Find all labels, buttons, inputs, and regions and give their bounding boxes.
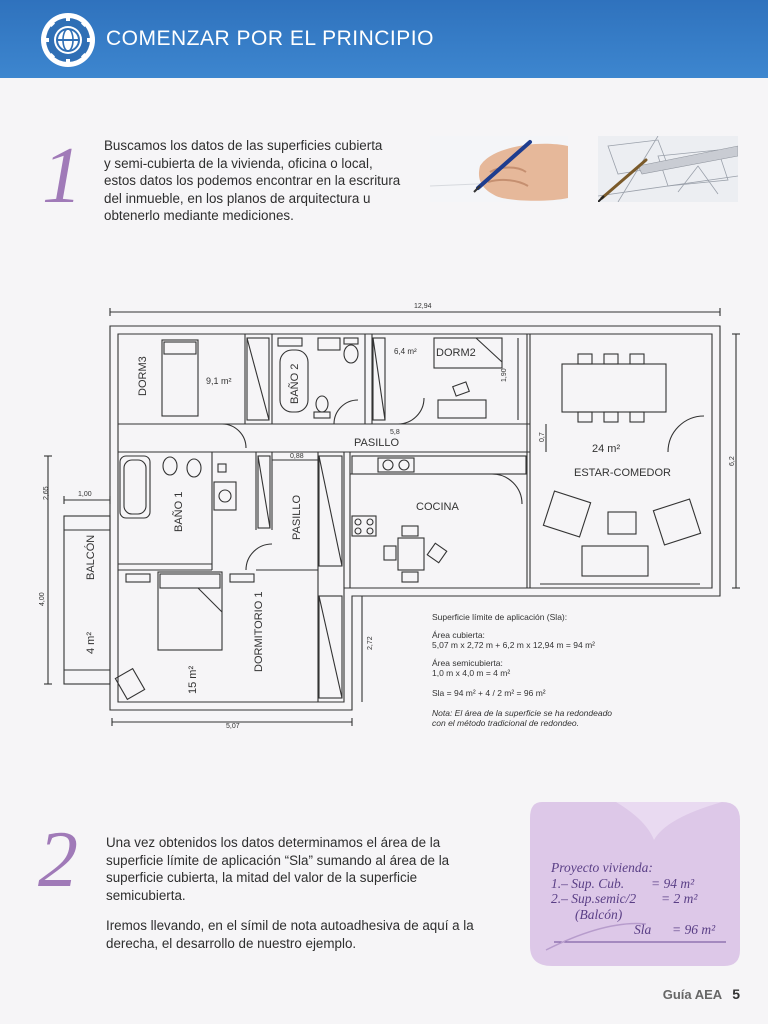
step2-text — [106, 834, 474, 952]
dim-bottom-width: 5,07 — [226, 723, 240, 730]
calc-semi-value: 1,0 m x 4,0 m = 4 m² — [432, 668, 511, 678]
step2-line: semicubierta. — [106, 887, 186, 903]
hand-writing-photo — [430, 136, 568, 202]
calc-semi-label: Área semicubierta: — [432, 658, 503, 668]
floor-plan — [0, 290, 768, 750]
footer-guide: Guía AEA — [662, 987, 723, 1002]
step1-line: y semi-cubierta de la vivienda, oficina o local, — [104, 155, 373, 171]
step-number-1: 1 — [42, 132, 82, 220]
step2-line: Una vez obtenidos los datos determinamos el área de la — [106, 835, 441, 850]
calc-note-line2: con el método tradicional de redondeo. — [432, 718, 579, 728]
room-pasillo-vertical: PASILLO — [291, 494, 303, 540]
dim-lower-right: 2,72 — [367, 636, 374, 650]
room-balcon-area: 4 m² — [85, 632, 97, 654]
step1-line: estos datos los podemos encontrar en la escritura — [104, 173, 401, 188]
dim-right-height: 6,2 — [729, 456, 736, 466]
dim-hall-width: 0,88 — [290, 453, 304, 460]
room-dorm3: DORM3 — [137, 356, 149, 396]
note-line2-value: = 2 m² — [661, 891, 698, 906]
note-line2 — [551, 891, 715, 907]
note-sla — [551, 922, 715, 938]
note-line1-label: 1.– Sup. Cub. — [551, 875, 625, 891]
note-line3: (Balcón) — [575, 906, 623, 922]
room-bano1: BAÑO 1 — [173, 491, 185, 532]
note-line1-value: = 94 m² — [651, 875, 695, 891]
room-balcon: BALCÓN — [85, 534, 97, 580]
room-estar: ESTAR-COMEDOR — [574, 467, 671, 479]
dim-balcony-height: 4,00 — [39, 592, 46, 606]
note-text — [551, 860, 715, 938]
step2-line: superficie límite de aplicación “Sla” sumando al área de la — [106, 852, 450, 868]
room-bano2: BAÑO 2 — [289, 363, 301, 404]
dim-balcony-top: 2,65 — [43, 486, 50, 500]
page-footer — [663, 986, 740, 1002]
step1-line: del inmueble, en los planos de arquitectura u — [104, 190, 371, 206]
step2-line: Iremos llevando, en el símil de nota autoadhesiva de aquí a la — [106, 918, 474, 933]
room-dormitorio1: DORMITORIO 1 — [253, 591, 265, 672]
note-line1 — [551, 876, 715, 892]
calc-title: Superficie límite de aplicación (Sla): — [432, 612, 568, 622]
note-title: Proyecto vivienda: — [551, 860, 653, 875]
step1-line: Buscamos los datos de las superficies cubierta — [104, 138, 383, 153]
dim-pasillo-gap: 0,7 — [539, 432, 546, 442]
room-dormitorio1-area: 15 m² — [187, 665, 199, 694]
dim-total-width: 12,94 — [414, 303, 432, 310]
room-dorm3-area: 9,1 m² — [206, 376, 232, 386]
note-line2-label: 2.– Sup.semic/2 — [551, 891, 637, 906]
note-sla-value: = 96 m² — [672, 922, 716, 937]
calc-cubierta-label: Área cubierta: — [432, 630, 485, 640]
step2-line: superficie cubierta, la mitad del valor de la superficie — [106, 870, 418, 885]
calc-cubierta-value: 5,07 m x 2,72 m + 6,2 m x 12,94 m = 94 m² — [432, 640, 595, 650]
room-pasillo-top: PASILLO — [354, 437, 400, 449]
header-band — [0, 0, 768, 78]
step-number-2: 2 — [38, 816, 78, 904]
room-dorm2: DORM2 — [436, 347, 476, 359]
step1-text — [104, 137, 400, 225]
page-number: 5 — [732, 986, 740, 1002]
note-sla-label: Sla — [634, 922, 652, 937]
step1-line: obtenerlo mediante mediciones. — [104, 208, 294, 223]
calc-note-line1: Nota: El área de la superficie se ha redondeado — [432, 708, 613, 718]
page-title: COMENZAR POR EL PRINCIPIO — [106, 27, 434, 50]
blueprint-pencil-photo — [598, 136, 738, 202]
step2-line: derecha, el desarrollo de nuestro ejemplo. — [106, 935, 357, 951]
dim-dorm2-height: 1,90 — [501, 368, 508, 382]
calc-sla: Sla = 94 m² + 4 / 2 m² = 96 m² — [432, 688, 546, 698]
room-dorm2-area: 6,4 m² — [394, 347, 417, 356]
aea-logo-icon — [40, 12, 96, 68]
dim-balcony-width: 1,00 — [78, 491, 92, 498]
room-estar-area: 24 m² — [592, 443, 621, 455]
dim-dorm-upper: 5,8 — [390, 429, 400, 436]
room-cocina: COCINA — [416, 501, 459, 513]
